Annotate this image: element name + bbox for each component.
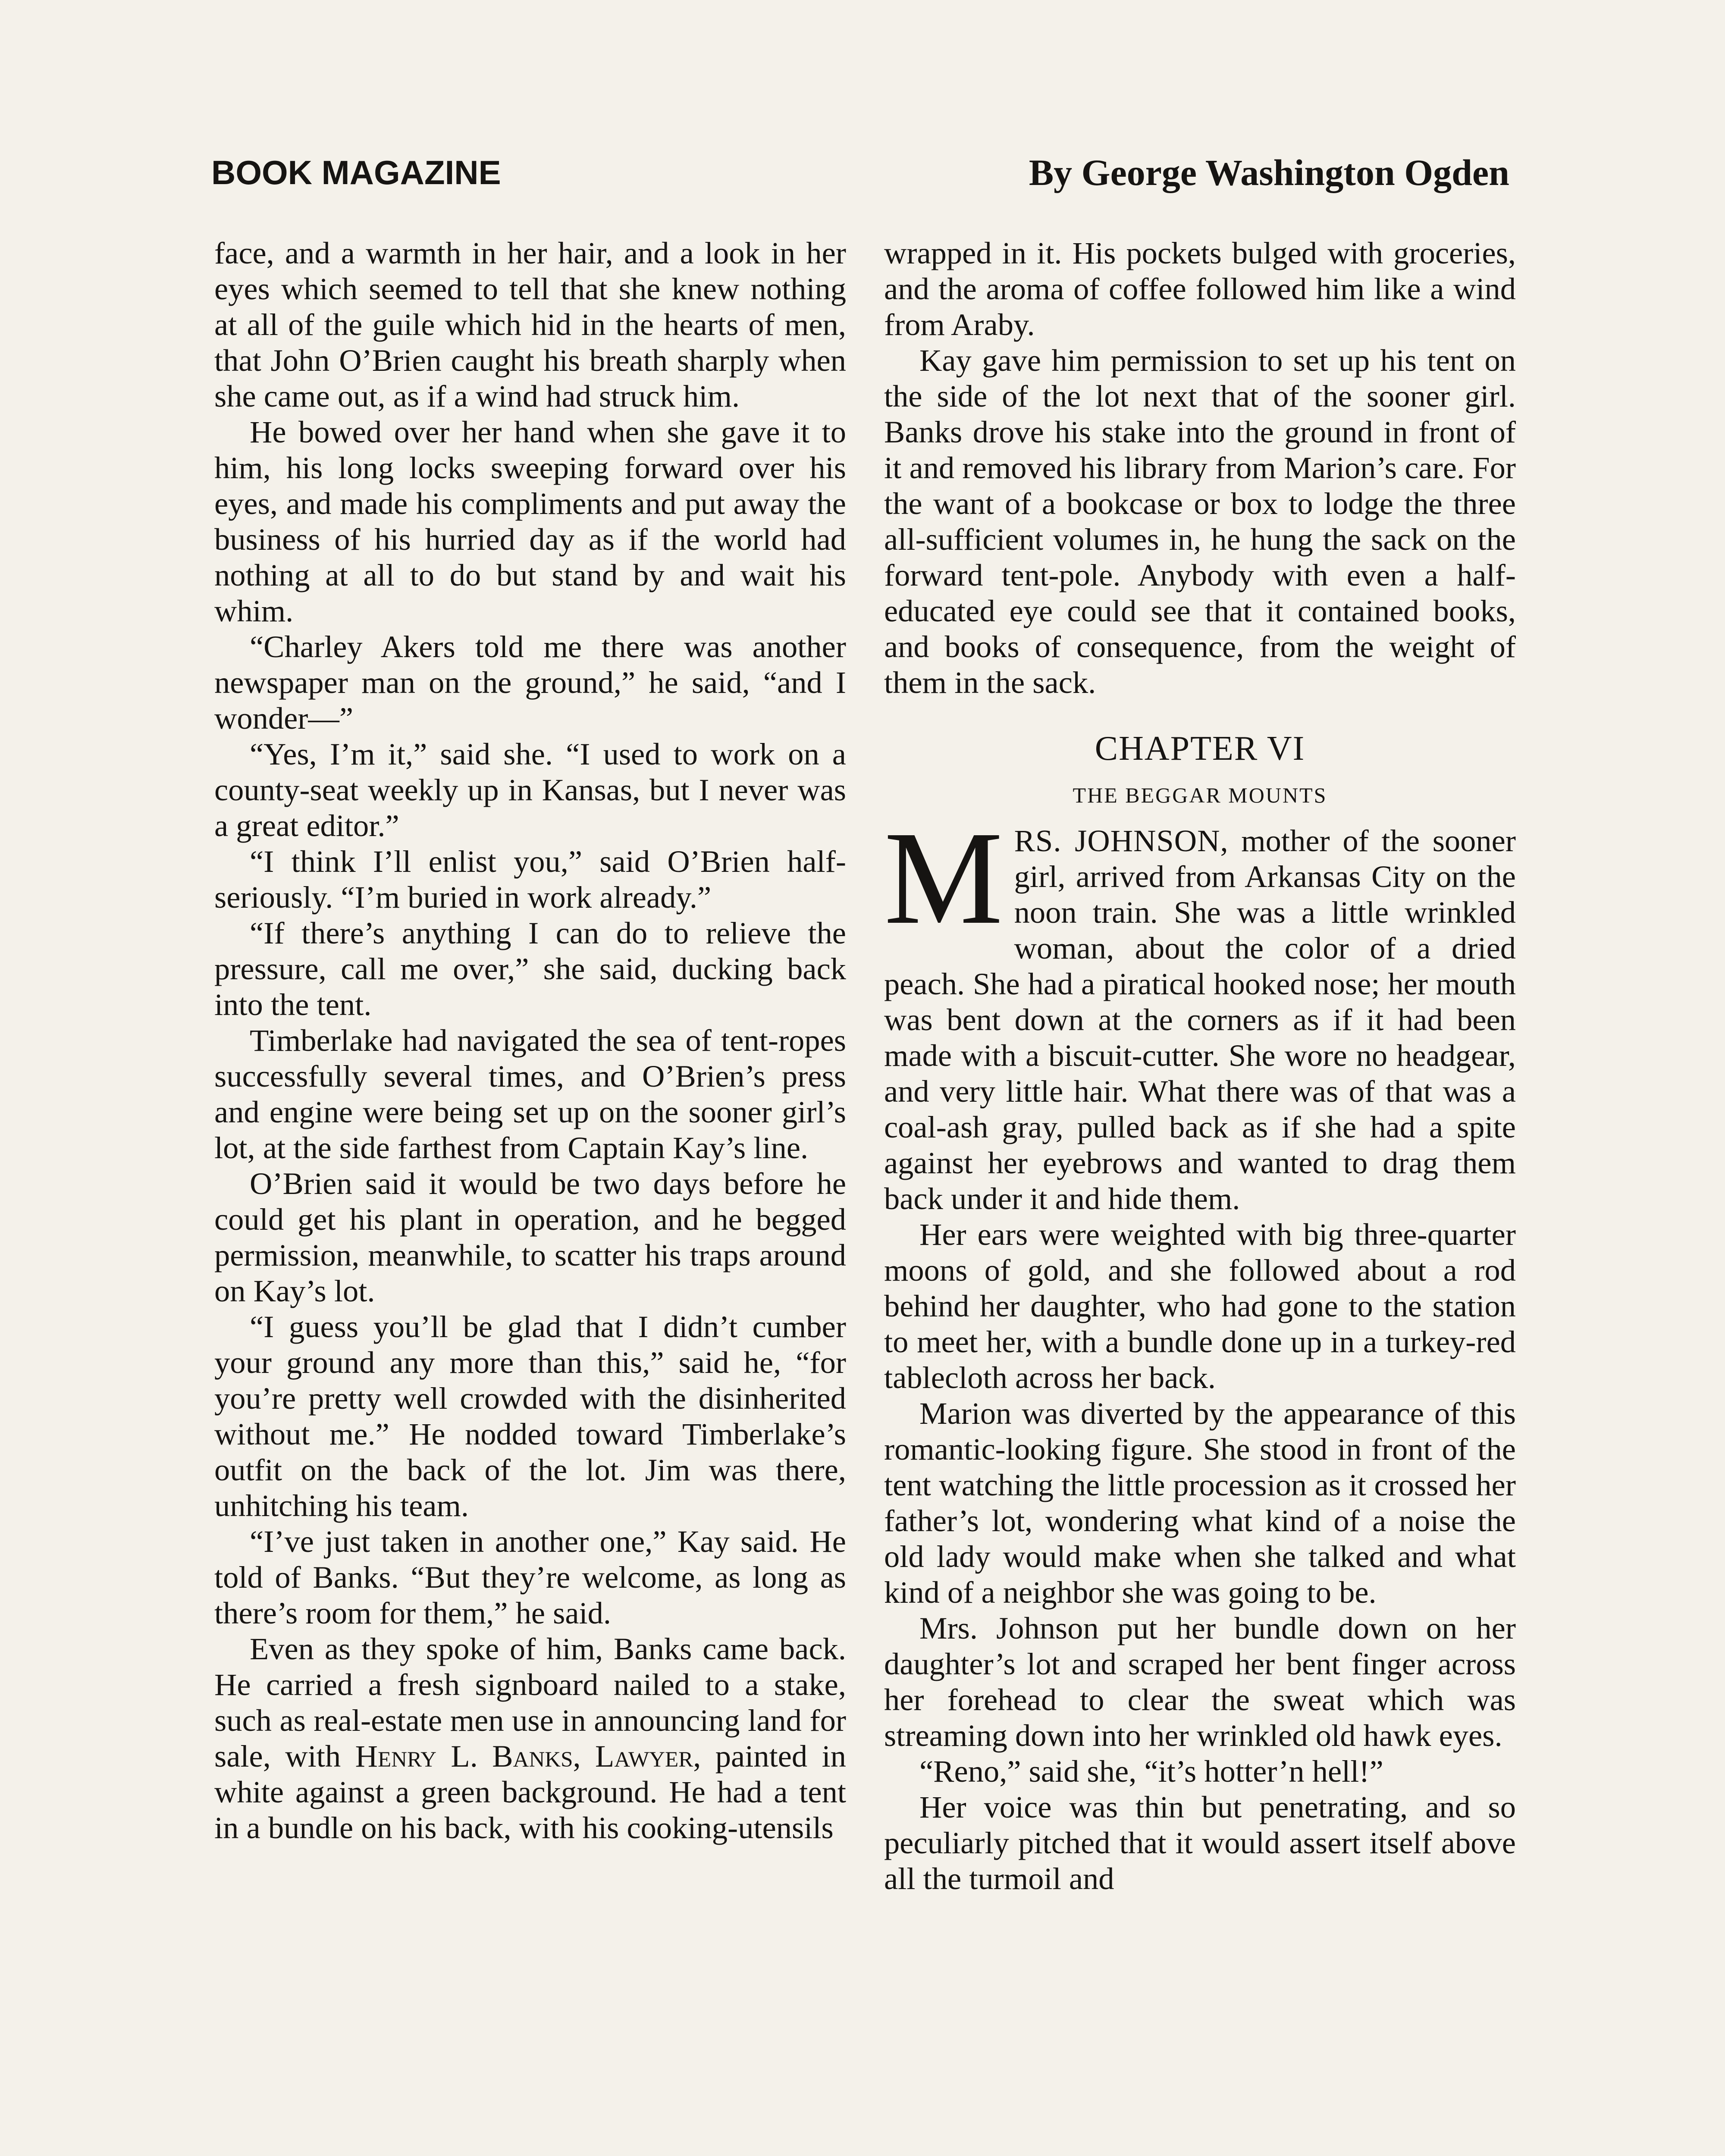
paragraph: O’Brien said it would be two days before he could get his plant in operation, and he begged permission, meanwhile, to scatter his traps around on Kay’s lot. bbox=[214, 1166, 846, 1308]
right-column bbox=[884, 235, 1516, 1896]
paragraph: “If there’s anything I can do to relieve the pressure, call me over,” she said, ducking back into the tent. bbox=[214, 915, 846, 1022]
left-column bbox=[214, 235, 846, 1846]
paragraph bbox=[214, 1631, 846, 1846]
chapter-heading: CHAPTER VI bbox=[1095, 730, 1305, 768]
drop-cap: M bbox=[884, 804, 1003, 952]
paragraph: “Reno,” said she, “it’s hotter’n hell!” bbox=[919, 1754, 1383, 1789]
paragraph-text: painted in white against a green background. He had a tent in a bundle on his back, with his cooking-utensils bbox=[214, 1739, 847, 1845]
paragraph: Her ears were weighted with big three-quarter moons of gold, and she followed about a rod behind her daughter, who had gone to the station to meet her, with a bundle done up in a turkey-red tablecloth across her back. bbox=[884, 1217, 1516, 1395]
paragraph: Timberlake had navigated the sea of tent-ropes successfully several times, and O’Brien’s press and engine were being set up on the sooner girl’s lot, at the side farthest from Captain Kay’s line. bbox=[214, 1023, 846, 1165]
paragraph-text: mother of the sooner girl, arrived from Arkansas City on the noon train. She was a little wrinkled woman, about the color of a dried peach. She had a piratical hooked nose; her mouth was bent down at the corners as if it had been made with a biscuit-cutter. She wore no headgear, and very little hair. What there was of that was a coal-ash gray, pulled back as if she had a spite against her eyebrows and wanted to drag them back under it and hide them. bbox=[884, 823, 1516, 1216]
paragraph-text: Even as they spoke of him, Banks came back. He carried a fresh signboard nailed to a stake, such as real-estate men use in announcing land for sale, with bbox=[214, 1631, 846, 1774]
paragraph: “Yes, I’m it,” said she. “I used to work on a county-seat weekly up in Kansas, but I never was a great editor.” bbox=[214, 736, 846, 843]
chapter-opening-paragraph bbox=[884, 804, 1516, 1216]
chapter-subtitle: THE BEGGAR MOUNTS bbox=[1073, 783, 1327, 807]
paragraph: wrapped in it. His pockets bulged with groceries, and the aroma of coffee followed him like a wind from Araby. bbox=[884, 235, 1516, 342]
paragraph: Her voice was thin but penetrating, and so peculiarly pitched that it would assert itself above all the turmoil and bbox=[884, 1789, 1516, 1896]
paragraph: “I’ve just taken in another one,” Kay said. He told of Banks. “But they’re welcome, as long as there’s room for them,” he said. bbox=[214, 1524, 846, 1630]
opening-caps: RS. JOHNSON, bbox=[1014, 823, 1229, 858]
paragraph: face, and a warmth in her hair, and a look in her eyes which seemed to tell that she knew nothing at all of the guile which hid in the hearts of men, that John O’Brien caught his breath sharply when she came out, as if a wind had struck him. bbox=[214, 235, 846, 414]
author-byline: By George Washington Ogden bbox=[1029, 152, 1509, 193]
paragraph: He bowed over her hand when she gave it to him, his long locks sweeping forward over his eyes, and made his compliments and put away the business of his hurried day as if the world had nothing at all to do but stand by and wait his whim. bbox=[214, 414, 846, 628]
paragraph: Marion was diverted by the appearance of this romantic-looking figure. She stood in front of the tent watching the little procession as it crossed her father’s lot, wondering what kind of a noise the old lady would make when she talked and what kind of a neighbor she was going to be. bbox=[884, 1396, 1516, 1610]
paragraph: “Charley Akers told me there was another newspaper man on the ground,” he said, “and I wonder—” bbox=[214, 629, 846, 736]
signboard-text: Henry L. Banks, Lawyer, bbox=[355, 1739, 701, 1774]
paragraph: Kay gave him permission to set up his tent on the side of the lot next that of the sooner girl. Banks drove his stake into the ground in front of it and removed his library from Marion’s care. For the want of a bookcase or box to lodge the three all-sufficient volumes in, he hung the sack on the forward tent-pole. Anybody with even a half-educated eye could see that it contained books, and books of consequence, from the weight of them in the sack. bbox=[884, 343, 1516, 700]
running-head bbox=[211, 149, 1509, 196]
paragraph: “I guess you’ll be glad that I didn’t cumber your ground any more than this,” said he, “for you’re pretty well crowded with the disinherited without me.” He nodded toward Timberlake’s outfit on the back of the lot. Jim was there, unhitching his team. bbox=[214, 1309, 846, 1523]
magazine-title: BOOK MAGAZINE bbox=[211, 154, 501, 191]
paragraph: “I think I’ll enlist you,” said O’Brien half-seriously. “I’m buried in work already.” bbox=[214, 844, 846, 915]
paragraph: Mrs. Johnson put her bundle down on her daughter’s lot and scraped her bent finger across her forehead to clear the sweat which was streaming down into her wrinkled old hawk eyes. bbox=[884, 1611, 1516, 1753]
